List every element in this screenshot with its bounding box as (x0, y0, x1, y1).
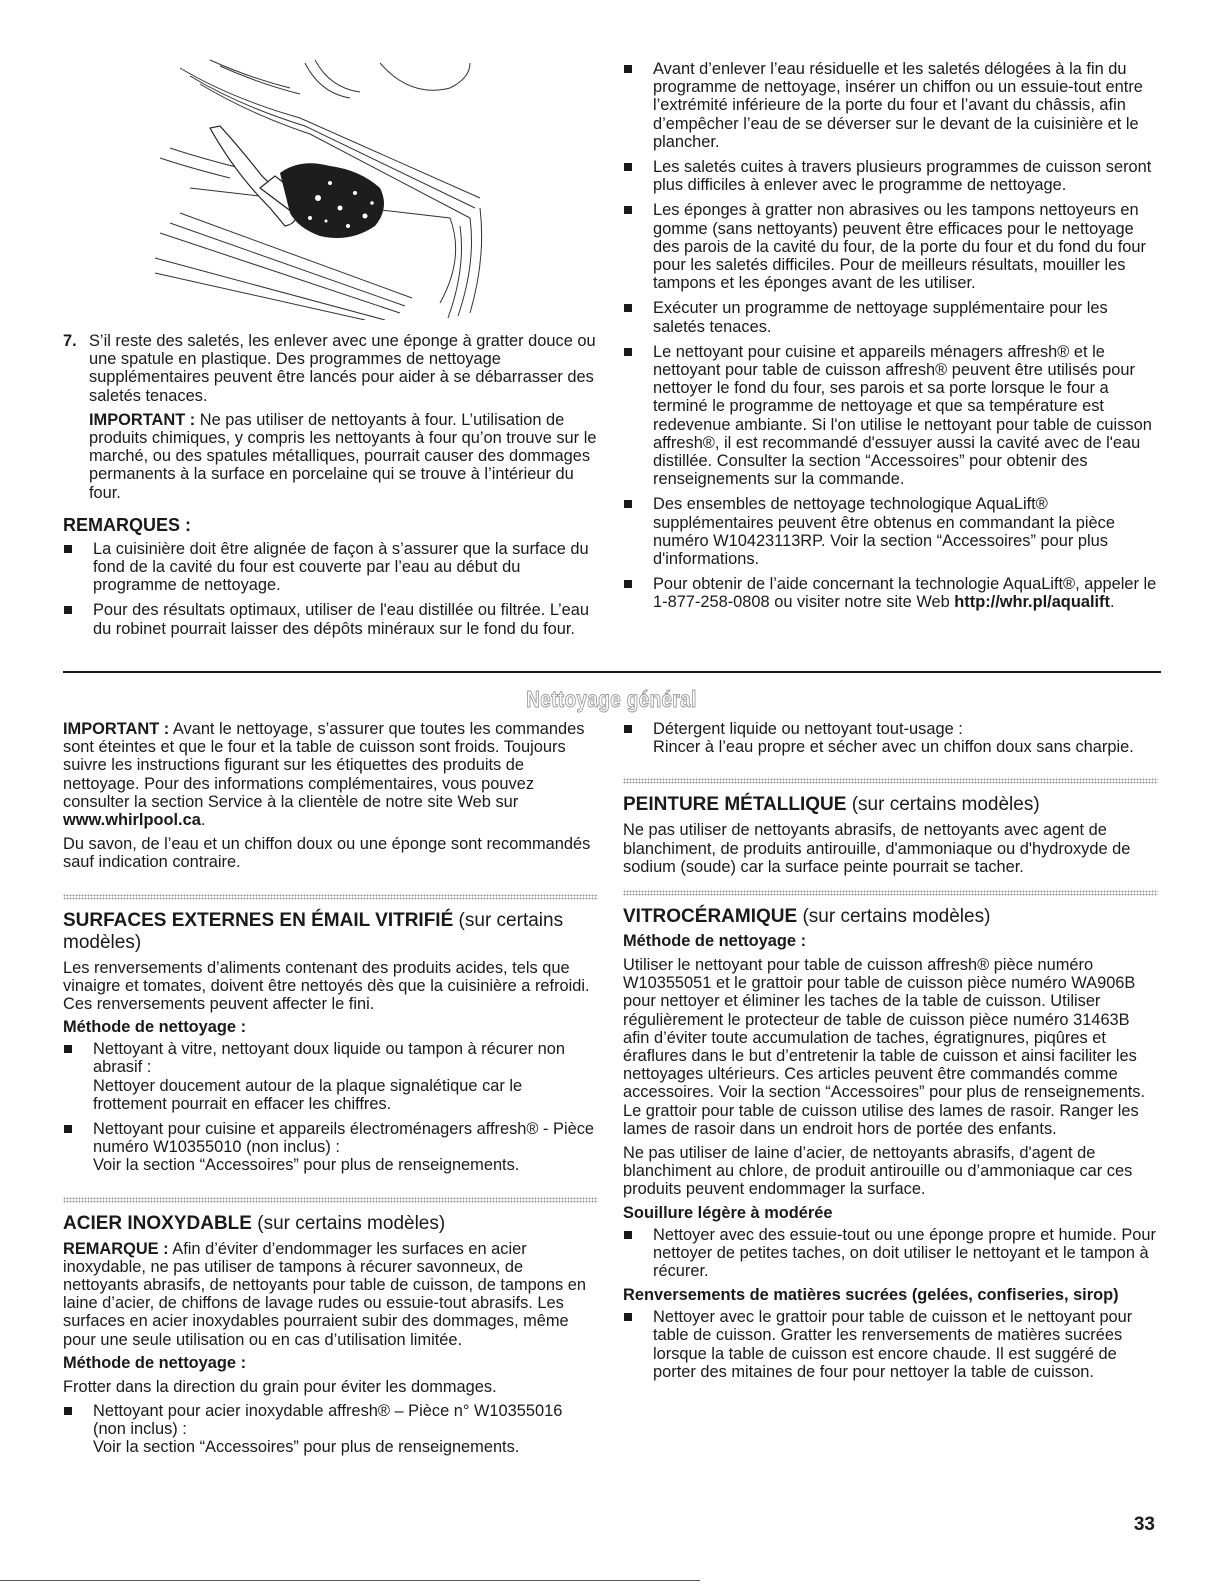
whirlpool-link[interactable]: www.whirlpool.ca (63, 811, 201, 830)
general-important: IMPORTANT : Avant le nettoyage, s’assurer que toutes les commandes sont éteintes et que le four et la table de cuisson sont froids. Toujours suivre les instructions figurant sur les étiquettes des produits de nettoyage. Pour des informations complémentaires, vous pouvez consulter la section Service à la clientèle de notre site Web sur www.whirlpool.ca. (63, 720, 585, 830)
inox-section-title: ACIER INOXYDABLE (sur certains modèles) (63, 1212, 446, 1234)
light-soil-title: Souillure légère à modérée (623, 1203, 833, 1222)
list-item: Nettoyant à vitre, nettoyant doux liquide ou tampon à récurer non abrasif : Nettoyer doucement autour de la plaque signalétique car le frottement pourrait en effacer les chiffres. (63, 1040, 598, 1113)
list-item: Exécuter un programme de nettoyage supplémentaire pour les saletés tenaces. (623, 299, 1158, 335)
section-divider (63, 671, 1161, 673)
important-label: IMPORTANT : (89, 410, 196, 429)
vitro-warning: Ne pas utiliser de laine d’acier, de nettoyants abrasifs, d'agent de blanchiment au chlore, de produit antirouille ou d’ammoniaque car ces produits peuvent endommager la surface. (623, 1144, 1133, 1199)
detergent-list (623, 720, 1158, 756)
list-item: Nettoyant pour acier inoxydable affresh® – Pièce n° W10355016 (non inclus) : Voir la section “Accessoires” pour plus de renseignements. (63, 1402, 598, 1457)
email-section-title: SURFACES EXTERNES EN ÉMAIL VITRIFIÉ (sur certains modèles) (63, 909, 564, 953)
right-bottom-column (623, 720, 1158, 1381)
remarques-title: REMARQUES : (63, 514, 192, 535)
email-method-title: Méthode de nettoyage : (63, 1018, 247, 1037)
remarques-list (63, 540, 598, 638)
aqualift-tips-list (623, 60, 1158, 612)
sugar-spill-list (623, 1308, 1158, 1381)
dotted-divider (63, 1197, 598, 1203)
dotted-divider (63, 894, 598, 900)
list-item: Des ensembles de nettoyage technologique AquaLift® supplémentaires peuvent être obtenus en commandant la pièce numéro W10423113RP. Voir la section “Accessoires” pour plus d'informations. (623, 495, 1158, 568)
left-bottom-column (63, 720, 598, 1457)
email-text: Les renversements d’aliments contenant des produits acides, tels que vinaigre et tomates, doivent être nettoyés dès que la cuisinière a refroidi. Ces renversements peuvent affecter le fini. (63, 958, 590, 1014)
list-item: La cuisinière doit être alignée de façon à s’assurer que la surface du fond de la cavité du four est couverte par l’eau au début du programme de nettoyage. (63, 540, 598, 595)
list-item: Pour des résultats optimaux, utiliser de l'eau distillée ou filtrée. L’eau du robinet pourrait laisser des dépôts minéraux sur le fond du four. (63, 601, 598, 637)
list-item: Détergent liquide ou nettoyant tout-usage : Rincer à l’eau propre et sécher avec un chiffon doux sans charpie. (623, 720, 1158, 756)
vitro-section-title: VITROCÉRAMIQUE (sur certains modèles) (623, 906, 991, 928)
inox-method-text: Frotter dans la direction du grain pour éviter les dommages. (63, 1377, 497, 1396)
dotted-divider (623, 890, 1158, 896)
paint-section-title: PEINTURE MÉTALLIQUE (sur certains modèles) (623, 794, 1040, 816)
vitro-text: Utiliser le nettoyant pour table de cuisson affresh® pièce numéro W10355051 et le grattoir pour table de cuisson pièce numéro WA906B pour nettoyer et éliminer les taches de la table de cuisson. Utiliser régulièrement le protecteur de table de cuisson pièce numéro 31463B afin d’éviter toute accumulation de taches, égratignures, piqûres et éraflures dans le but d’entretenir la table de cuisson et ainsi faciliter les nettoyages ultérieurs. Ces articles peuvent être commandés comme accessoires. Voir la section “Accessoires” pour plus de renseignements. Le grattoir pour table de cuisson utilise des lames de rasoir. Ranger les lames de rasoir dans un endroit hors de portée des enfants. (623, 956, 1146, 1138)
paint-text: Ne pas utiliser de nettoyants abrasifs, de nettoyants avec agent de blanchiment, de produits antirouille, d'ammoniaque ou d'hydroxyde de sodium (soude) car la surface peinte pourrait se tacher. (623, 821, 1131, 876)
list-item: Avant d’enlever l’eau résiduelle et les saletés délogées à la fin du programme de nettoyage, insérer un chiffon ou un essuie-tout entre l’extrémité inférieure de la porte du four et l’avant du châssis, afin d’empêcher l’eau de se déverser sur le devant de la cuisinière et le plancher. (623, 60, 1158, 151)
list-item: Pour obtenir de l’aide concernant la technologie AquaLift®, appeler le 1-877-258-0808 ou visiter notre site Web http://whr.pl/aqualift. (623, 575, 1158, 611)
right-top-column (623, 60, 1158, 612)
vitro-method-title: Méthode de nettoyage : (623, 932, 807, 951)
list-item: Nettoyer avec des essuie-tout ou une éponge propre et humide. Pour nettoyer de petites taches, on doit utiliser le nettoyant et le tampon à récurer. (623, 1226, 1158, 1281)
list-item: Les éponges à gratter non abrasives ou les tampons nettoyeurs en gomme (sans nettoyants) peuvent être efficaces pour le nettoyage des parois de la cavité du four, de la porte du four et du fond du four pour les saletés difficiles. Pour de meilleurs résultats, mouiller les tampons et les éponges avant de les utiliser. (623, 201, 1158, 292)
step-text: S’il reste des saletés, les enlever avec une éponge à gratter douce ou une spatule en plastique. Des programmes de nettoyage supplémentaires peuvent être lancés pour aider à se débarrasser des saletés tenaces. (89, 332, 596, 405)
important-note (89, 411, 598, 502)
dotted-divider (623, 778, 1158, 784)
sugar-spill-title: Renversements de matières sucrées (gelées, confiseries, sirop) (623, 1286, 1119, 1305)
list-item: Nettoyer avec le grattoir pour table de cuisson et le nettoyant pour table de cuisson. Gratter les renversements de matières sucrées lorsque la table de cuisson est encore chaude. Il est suggéré de porter des mitaines de four pour nettoyer la table de cuisson. (623, 1308, 1158, 1381)
step-number: 7. (63, 332, 77, 350)
light-soil-list (623, 1226, 1158, 1281)
left-top-column (63, 332, 598, 638)
list-item: Le nettoyant pour cuisine et appareils ménagers affresh® et le nettoyant pour table de cuisson affresh® peuvent être utilisés pour nettoyer le fond du four, ses parois et sa porte lorsque le four a terminé le programme de nettoyage et que sa température est redevenue ambiante. Si l'on utilise le nettoyant pour table de cuisson affresh®, il est recommandé d'essuyer aussi la cavité avec de l'eau distillée. Consulter la section “Accessoires” pour obtenir des renseignements sur la commande. (623, 343, 1158, 489)
section-title: Nettoyage général (526, 686, 697, 712)
aqualift-link[interactable]: http://whr.pl/aqualift (954, 593, 1110, 612)
page-number: 33 (1133, 1514, 1155, 1535)
inox-method-list (63, 1402, 598, 1457)
oven-cleaning-sponge-illustration (150, 58, 490, 320)
email-method-list (63, 1040, 598, 1174)
important-label: IMPORTANT : (63, 720, 170, 738)
soap-note: Du savon, de l’eau et un chiffon doux ou une éponge sont recommandés sauf indication contraire. (63, 835, 591, 872)
step-7 (63, 332, 598, 502)
inox-note: REMARQUE : Afin d’éviter d’endommager les surfaces en acier inoxydable, ne pas utiliser de tampons à récurer savonneux, de nettoyants abrasifs, de nettoyants pour table de cuisson, de tampons en laine d’acier, de chiffons de lavage rudes ou essuie-tout abrasifs. Les surfaces en acier inoxydables pourraient subir des dommages, même pour une seule utilisation ou en cas d’utilisation limitée. (63, 1239, 587, 1349)
aqualift-help-text: Pour obtenir de l’aide concernant la technologie AquaLift®, appeler le 1-877-258-0808 ou visiter notre site Web (653, 575, 1157, 612)
inox-method-title: Méthode de nettoyage : (63, 1353, 247, 1372)
list-item: Les saletés cuites à travers plusieurs programmes de cuisson seront plus difficiles à enlever avec le programme de nettoyage. (623, 158, 1158, 194)
important-text: Ne pas utiliser de nettoyants à four. L’utilisation de produits chimiques, y compris les nettoyants à four qu’on trouve sur le marché, ou des spatules métalliques, pourrait causer des dommages permanents à la surface en porcelaine qui se trouve à l’intérieur du four. (89, 410, 597, 502)
list-item: Nettoyant pour cuisine et appareils électroménagers affresh® - Pièce numéro W10355010 (non inclus) : Voir la section “Accessoires” pour plus de renseignements. (63, 1120, 598, 1175)
bottom-edge-line (0, 1580, 700, 1581)
